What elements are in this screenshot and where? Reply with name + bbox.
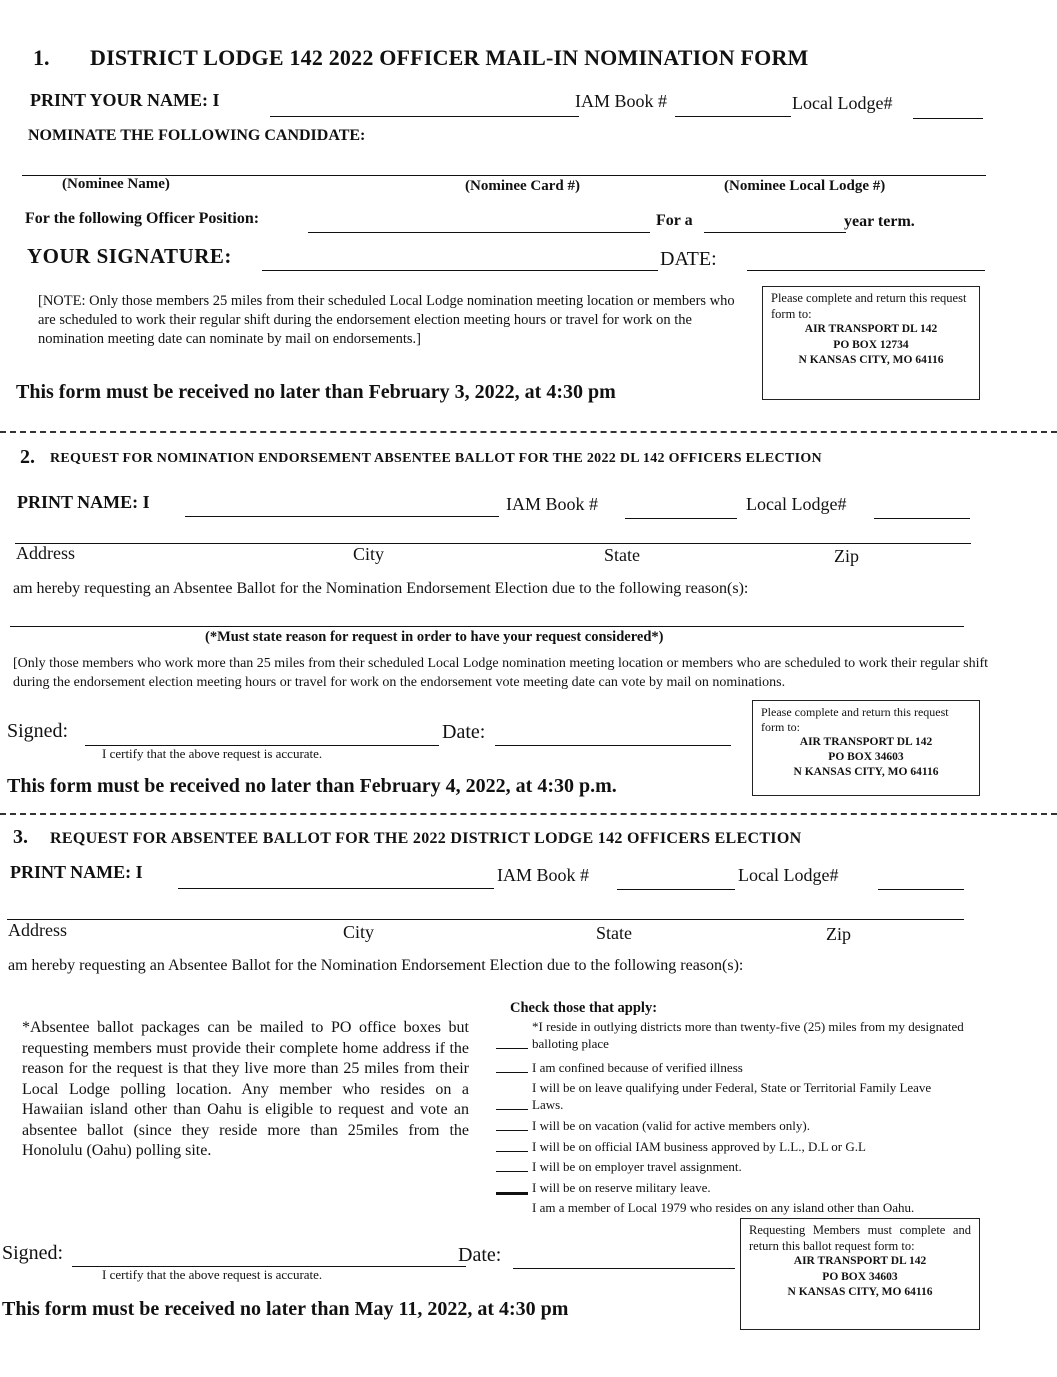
check-row-2 [496, 1059, 966, 1076]
your-signature-input[interactable] [262, 250, 658, 271]
deadline-2: This form must be received no later than February 4, 2022, at 4:30 p.m. [7, 775, 617, 797]
for-a-label: For a [656, 212, 693, 229]
signed-label-2: Signed: [7, 720, 69, 742]
deadline-3: This form must be received no later than May 11, 2022, at 4:30 pm [2, 1298, 569, 1320]
deadline-1: This form must be received no later than February 3, 2022, at 4:30 pm [16, 381, 616, 403]
certify-2: I certify that the above request is accurate. [102, 746, 323, 761]
check-row-3 [496, 1079, 966, 1113]
iam-book-input[interactable] [675, 96, 791, 117]
section-2-number: 2. [20, 446, 35, 468]
check-blank-4[interactable] [496, 1130, 528, 1131]
officer-position-label: For the following Officer Position: [25, 210, 260, 227]
check-blank-5[interactable] [496, 1151, 528, 1152]
check-text-4: I will be on vacation (valid for active members only). [532, 1118, 810, 1133]
nominee-card-label: (Nominee Card #) [465, 178, 580, 194]
return-box-2 [752, 700, 980, 796]
iam-book-input-3[interactable] [617, 869, 735, 890]
section-3-title: REQUEST FOR ABSENTEE BALLOT FOR THE 2022 DISTRICT LODGE 142 OFFICERS ELECTION [50, 830, 802, 847]
zip-label-3: Zip [826, 924, 851, 944]
request-text-2: am hereby requesting an Absentee Ballot for the Nomination Endorsement Election due to the following reason(s): [13, 580, 749, 597]
return-box-1-line2: PO BOX 12734 [833, 338, 909, 351]
signed-input-3[interactable] [72, 1246, 466, 1267]
return-box-2-line1: AIR TRANSPORT DL 142 [799, 736, 933, 748]
check-blank-6[interactable] [496, 1171, 528, 1172]
date-label-3: Date: [458, 1244, 502, 1266]
iam-book-label-2: IAM Book # [506, 494, 599, 514]
local-lodge-label: Local Lodge# [792, 93, 893, 113]
return-box-3-line3: N KANSAS CITY, MO 64116 [787, 1286, 933, 1298]
date-input-3[interactable] [513, 1248, 735, 1269]
print-name-label: PRINT YOUR NAME: I [30, 90, 220, 110]
check-blank-1[interactable] [496, 1048, 528, 1049]
check-text-2: I am confined because of verified illness [532, 1060, 743, 1075]
nominee-lodge-label: (Nominee Local Lodge #) [724, 178, 886, 194]
officer-position-input[interactable] [308, 212, 650, 233]
check-blank-2[interactable] [496, 1072, 528, 1073]
request-text-3: am hereby requesting an Absentee Ballot for the Nomination Endorsement Election due to the following reason(s): [8, 957, 744, 974]
city-label-2: City [353, 544, 385, 564]
local-lodge-input[interactable] [913, 98, 983, 119]
section-1-title: DISTRICT LODGE 142 2022 OFFICER MAIL-IN NOMINATION FORM [90, 45, 809, 70]
check-row-1 [496, 1018, 966, 1052]
check-text-1: *I reside in outlying districts more than twenty-five (25) miles from my designated balloting place [532, 1019, 964, 1051]
section-2-title: REQUEST FOR NOMINATION ENDORSEMENT ABSENTEE BALLOT FOR THE 2022 DL 142 OFFICERS ELECTION [50, 451, 822, 466]
section-2-note: [Only those members who work more than 25 miles from their scheduled Local Lodge nomination meeting location or members who are scheduled to work their regular shift during the endorsement election meeting hours or travel for work on the endorsement vote meeting date can vote by mail on nominations. [13, 656, 989, 690]
return-box-3 [740, 1218, 980, 1330]
print-name-label-3: PRINT NAME: I [10, 862, 143, 882]
date-input-2[interactable] [495, 725, 731, 746]
return-box-1-intro: Please complete and return this request form to: [771, 291, 967, 321]
divider-2 [0, 813, 1057, 815]
address-input-2[interactable] [15, 523, 971, 544]
local-lodge-input-2[interactable] [874, 498, 970, 519]
return-box-2-intro: Please complete and return this request form to: [761, 705, 949, 734]
return-box-3-line1: AIR TRANSPORT DL 142 [793, 1255, 927, 1267]
iam-book-label-3: IAM Book # [497, 865, 590, 885]
date-input-1[interactable] [747, 250, 985, 271]
check-text-8: I am a member of Local 1979 who resides on any island other than Oahu. [532, 1200, 915, 1215]
date-label-1: DATE: [660, 248, 717, 270]
check-blank-7[interactable] [496, 1192, 528, 1195]
local-lodge-label-2: Local Lodge# [746, 494, 847, 514]
return-box-3-intro: Requesting Members must complete and return this ballot request form to: [749, 1223, 971, 1253]
check-row-5 [496, 1138, 966, 1155]
local-lodge-label-3: Local Lodge# [738, 865, 839, 885]
address-label-3: Address [8, 920, 67, 940]
must-state-2: (*Must state reason for request in order to have your request considered*) [205, 629, 664, 645]
print-name-input[interactable] [270, 96, 579, 117]
nominee-input[interactable] [22, 155, 986, 176]
return-box-1-line1: AIR TRANSPORT DL 142 [804, 323, 938, 335]
address-label-2: Address [16, 543, 75, 563]
print-name-label-2: PRINT NAME: I [17, 492, 150, 512]
your-signature-label: YOUR SIGNATURE: [27, 244, 232, 268]
check-row-4 [496, 1117, 966, 1134]
return-box-3-line2: PO BOX 34603 [822, 1270, 898, 1283]
check-row-6 [496, 1158, 966, 1175]
section-3-number: 3. [13, 826, 28, 848]
return-box-1-line3: N KANSAS CITY, MO 64116 [798, 354, 944, 366]
print-name-input-2[interactable] [185, 496, 499, 517]
local-lodge-input-3[interactable] [878, 869, 964, 890]
check-text-7: I will be on reserve military leave. [532, 1180, 711, 1195]
address-input-3[interactable] [7, 899, 964, 920]
nominee-name-label: (Nominee Name) [62, 176, 170, 192]
return-box-2-line3: N KANSAS CITY, MO 64116 [793, 766, 939, 778]
city-label-3: City [343, 922, 375, 942]
date-label-2: Date: [442, 721, 486, 743]
return-box-1 [762, 286, 980, 400]
return-box-2-line2: PO BOX 34603 [828, 751, 904, 763]
absentee-note-3: *Absentee ballot packages can be mailed to PO office boxes but requesting members must provide their complete home address if the reason for the request is that they live more than 25 miles from their Local Lodge polling location. Any member who resides on a Hawaiian island other than Oahu is eligible to request and vote an absentee ballot (since they reside more than 25miles from the Honolulu (Oahu) polling site. [22, 1019, 469, 1159]
section-1-note: [NOTE: Only those members 25 miles from their scheduled Local Lodge nomination meeting location or members who are scheduled to work their regular shift during the endorsement election meeting hours or travel for work on the nomination meeting date can nominate by mail on endorsements.] [38, 293, 735, 347]
check-title-3: Check those that apply: [510, 1000, 658, 1016]
signed-input-2[interactable] [85, 725, 439, 746]
check-text-3: I will be on leave qualifying under Federal, State or Territorial Family Leave Laws. [532, 1080, 932, 1112]
check-row-7 [496, 1179, 966, 1196]
year-term-label: year term. [844, 213, 915, 230]
term-years-input[interactable] [704, 212, 846, 233]
section-1-number: 1. [33, 45, 50, 70]
iam-book-label: IAM Book # [575, 91, 668, 111]
signed-label-3: Signed: [2, 1242, 64, 1264]
certify-3: I certify that the above request is accurate. [102, 1267, 323, 1282]
check-blank-3[interactable] [496, 1109, 528, 1110]
iam-book-input-2[interactable] [625, 498, 737, 519]
nominate-label: NOMINATE THE FOLLOWING CANDIDATE: [28, 127, 366, 144]
check-text-6: I will be on employer travel assignment. [532, 1159, 742, 1174]
check-row-8 [496, 1199, 946, 1216]
reason-input-2[interactable] [10, 606, 964, 627]
state-label-2: State [604, 545, 640, 565]
state-label-3: State [596, 923, 632, 943]
print-name-input-3[interactable] [178, 868, 494, 889]
divider-1 [0, 431, 1057, 433]
check-text-5: I will be on official IAM business approved by L.L., D.L or G.L [532, 1139, 866, 1154]
zip-label-2: Zip [834, 546, 859, 566]
